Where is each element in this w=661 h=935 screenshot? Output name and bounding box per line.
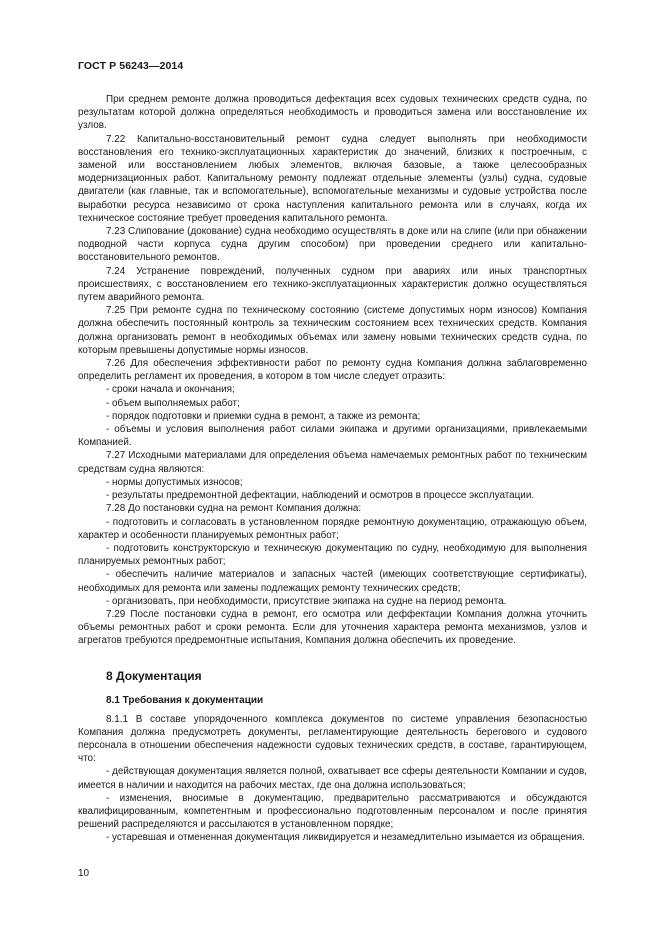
list-item: - изменения, вносимые в документацию, предварительно рассматриваются и обсуждаются квалифицированным, компетентным и профессионально подготовленным персоналом и после принятия решений распределяются и рассылаются в установленном порядке;: [78, 792, 587, 831]
paragraph: 7.27 Исходными материалами для определения объема намечаемых ремонтных работ по техническим средствам судна являются:: [78, 450, 587, 475]
paragraph: 7.22 Капитально-восстановительный ремонт судна следует выполнять при необходимости восстановления его технико-эксплуатационных характеристик до значений, близких к построечным, с заменой или восстановлением любых элементов, включая базовые, а также целесообразных модернизационных работ. Капитальному ремонту подлежат отдельные элементы (узлы) судна, судовые двигатели (как главные, так и вспомогательные), вспомогательные механизмы и судовые устройства после выработки ресурса независимо от срока наступления капитального ремонта или в случаях, когда их техническое состояние требует проведения капитального ремонта.: [78, 133, 587, 224]
list-item: - нормы допустимых износов;: [106, 476, 243, 488]
paragraph: 7.24 Устранение повреждений, полученных судном при авариях или иных транспортных происшествиях, с восстановлением его технико-эксплуатационных характеристик должно осуществляться путем аварийного ремонта.: [78, 265, 587, 304]
list-item: - результаты предремонтной дефектации, наблюдений и осмотров в процессе эксплуатации.: [106, 490, 535, 502]
list-item: - устаревшая и отмененная документация ликвидируется и незамедлительно изымается из обращения.: [106, 832, 585, 844]
list-item: - подготовить и согласовать в установленном порядке ремонтную документацию, отражающую объем, характер и особенности планируемых ремонтных работ;: [78, 516, 587, 541]
paragraph: При среднем ремонте должна проводиться дефектация всех судовых технических средств судна, по результатам которой должна определяться необходимость и проводиться замена или восстановление их узлов.: [78, 94, 587, 132]
page-number: 10: [78, 868, 90, 879]
paragraph: 7.26 Для обеспечения эффективности работ по ремонту судна Компания должна заблаговременно определить регламент их проведения, в котором в том числе следует отразить:: [78, 358, 587, 383]
section-title: 8 Документация: [106, 668, 202, 683]
paragraph: 7.28 До постановки судна на ремонт Компания должна:: [106, 503, 362, 515]
paragraph: 7.25 При ремонте судна по техническому состоянию (системе допустимых норм износов) Компания должна обеспечить постоянный контроль за техническим состоянием всех технических средств. Компания должна организовать ремонт в необходимых объемах или замену новыми технических средств судна, по которым превышены допустимые нормы износов.: [78, 305, 587, 356]
list-item: - обеспечить наличие материалов и запасных частей (имеющих соответствующие сертификаты), необходимых для ремонта или замены подлежащих ремонту технических средств;: [78, 569, 587, 594]
list-item: - действующая документация является полной, охватывает все сферы деятельности Компании и судов, имеется в наличии и находится на рабочих местах, где она должна использоваться;: [78, 766, 587, 791]
list-item: - объем выполняемых работ;: [106, 397, 240, 409]
list-item: - порядок подготовки и приемки судна в ремонт, а также из ремонта;: [106, 410, 421, 422]
paragraph: 7.23 Слипование (докование) судна необходимо осуществлять в доке или на слипе (или при обнажении подводной части корпуса судна другим способом) при проведении среднего или капитально-восстановительного ремонтов.: [78, 226, 587, 264]
document-header: ГОСТ Р 56243—2014: [78, 60, 184, 72]
document-body: [78, 93, 587, 845]
subsection-title: 8.1 Требования к документации: [106, 694, 264, 706]
paragraph: 8.1.1 В составе упорядоченного комплекса документов по системе управления безопасностью Компания должна предусмотреть документы, регламентирующие деятельность берегового и судового персонала в отношении обеспечения надежности судовых технических средств, в составе, гарантирующем, что:: [78, 713, 587, 765]
list-item: - организовать, при необходимости, присутствие экипажа на судне на период ремонта.: [106, 595, 507, 607]
list-item: - подготовить конструкторскую и техническую документацию по судну, необходимую для выполнения планируемых ремонтных работ;: [78, 542, 587, 568]
list-item: - объемы и условия выполнения работ силами экипажа и другими организациями, привлекаемыми Компанией.: [78, 424, 587, 449]
paragraph: 7.29 После постановки судна в ремонт, его осмотра или деффектации Компания должна уточнить объемы ремонтных работ и сроки ремонта. Если для уточнения характера ремонта механизмов, узлов и агрегатов требуются предремонтные испытания, Компания должна обеспечить их проведение.: [78, 608, 587, 647]
list-item: - сроки начала и окончания;: [106, 384, 235, 396]
